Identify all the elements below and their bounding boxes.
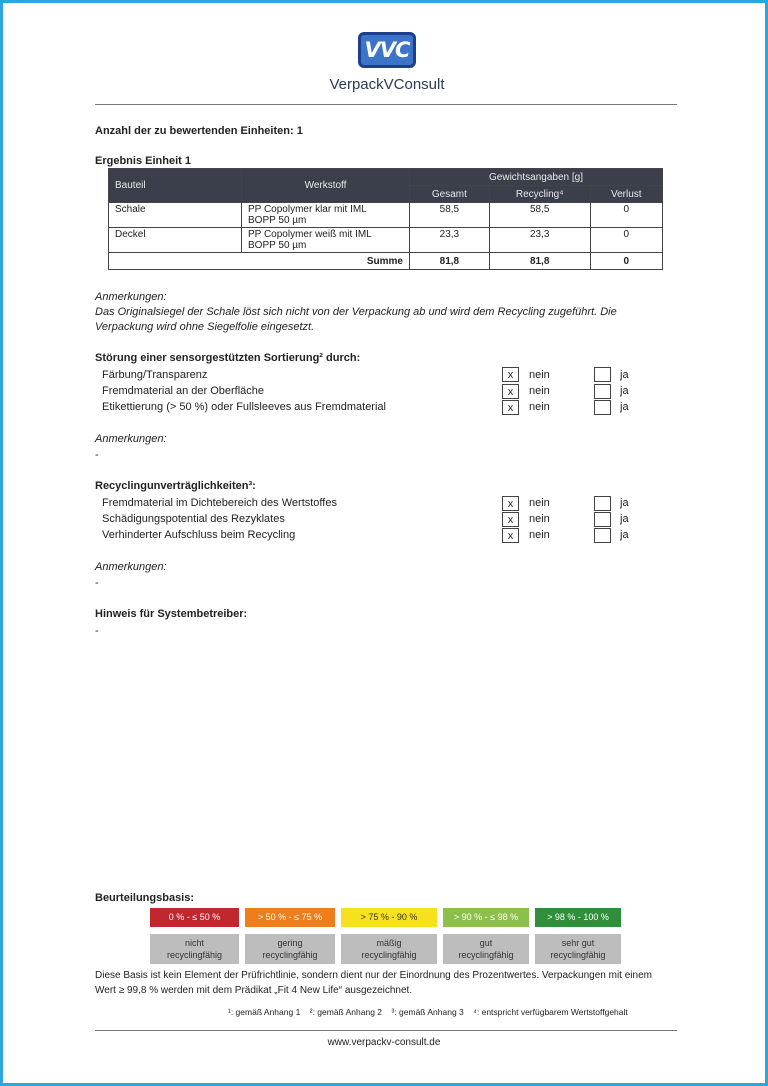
cell-gesamt: 58,5: [410, 203, 490, 228]
ja-checkbox[interactable]: [594, 528, 611, 543]
rating-label: [341, 934, 437, 964]
cell-bauteil: Deckel: [109, 228, 242, 253]
sum-verlust: 0: [590, 253, 662, 270]
remarks-text: Verpackung wird ohne Siegelfolie eingesetzt.: [95, 321, 315, 333]
ja-checkbox[interactable]: [594, 512, 611, 527]
rating-line: recyclingfähig: [550, 950, 606, 960]
col-gesamt: Gesamt: [410, 186, 490, 203]
nein-checkbox[interactable]: x: [502, 528, 519, 543]
nein-checkbox[interactable]: x: [502, 367, 519, 382]
rating-line: recyclingfähig: [262, 950, 318, 960]
basis-note: Wert ≥ 99,8 % werden mit dem Prädikat „Fit 4 New Life“ ausgezeichnet.: [95, 985, 413, 996]
remarks-text: Das Originalsiegel der Schale löst sich nicht von der Verpackung ab und wird dem Recycling zugeführt. Die: [95, 306, 617, 318]
remarks-text: -: [95, 449, 99, 461]
ja-label: ja: [620, 497, 629, 509]
incompat-title: Recyclingunverträglichkeiten³:: [95, 480, 256, 492]
remarks-title: Anmerkungen:: [95, 291, 167, 303]
nein-checkbox[interactable]: x: [502, 384, 519, 399]
rating-line: gut: [479, 938, 493, 948]
table-row: [109, 228, 663, 253]
ja-label: ja: [620, 369, 629, 381]
incompat-item-label: Schädigungspotential des Rezyklates: [102, 513, 285, 525]
nein-label: nein: [529, 513, 550, 525]
cell-recycling: 58,5: [489, 203, 590, 228]
result-table: [108, 168, 663, 270]
units-count: Anzahl der zu bewertenden Einheiten: 1: [95, 125, 303, 137]
brand-name: VerpackVConsult: [329, 76, 445, 93]
nein-checkbox[interactable]: x: [502, 496, 519, 511]
nein-checkbox[interactable]: x: [502, 512, 519, 527]
hint-title: Hinweis für Systembetreiber:: [95, 608, 248, 620]
incompat-item-label: Verhinderter Aufschluss beim Recycling: [102, 529, 296, 541]
sum-row: [109, 253, 663, 270]
nein-checkbox[interactable]: x: [502, 400, 519, 415]
basis-title: Beurteilungsbasis:: [95, 892, 195, 904]
rating-line: gering: [277, 938, 303, 948]
basis-note: Diese Basis ist kein Element der Prüfrichtlinie, sondern dient nur der Einordnung des Prozentwertes. Verpackungen mit einem: [95, 970, 652, 981]
werkstoff-line: PP Copolymer klar mit IML: [248, 204, 367, 215]
ja-checkbox[interactable]: [594, 367, 611, 382]
rating-line: nicht: [184, 938, 204, 948]
ja-label: ja: [620, 529, 629, 541]
scale-band-5: > 98 % - 100 %: [535, 908, 621, 927]
sorting-title: Störung einer sensorgestützten Sortierung² durch:: [95, 352, 361, 364]
sorting-item-label: Fremdmaterial an der Oberfläche: [102, 385, 265, 397]
sum-recycling: 81,8: [489, 253, 590, 270]
rating-line: sehr gut: [561, 938, 595, 948]
remarks-text: -: [95, 577, 99, 589]
company-logo: [358, 32, 416, 68]
remarks-title: Anmerkungen:: [95, 433, 167, 445]
ja-label: ja: [620, 513, 629, 525]
ja-label: ja: [620, 401, 629, 413]
footer-url[interactable]: www.verpackv-consult.de: [327, 1037, 441, 1048]
col-bauteil: Bauteil: [109, 169, 242, 203]
rating-line: recyclingfähig: [361, 950, 417, 960]
rating-line: recyclingfähig: [458, 950, 514, 960]
cell-werkstoff: [242, 228, 410, 253]
sum-gesamt: 81,8: [410, 253, 490, 270]
ja-checkbox[interactable]: [594, 496, 611, 511]
rating-line: mäßig: [376, 938, 402, 948]
werkstoff-line: PP Copolymer weiß mit IML: [248, 229, 372, 240]
header-divider: [95, 104, 677, 105]
cell-werkstoff: [242, 203, 410, 228]
hint-text: -: [95, 625, 99, 637]
nein-label: nein: [529, 385, 550, 397]
logo-text: VVC: [364, 38, 410, 62]
rating-label: [150, 934, 239, 964]
scale-band-1: 0 % - ≤ 50 %: [150, 908, 239, 927]
scale-band-3: > 75 % - 90 %: [341, 908, 437, 927]
rating-label: [245, 934, 335, 964]
ja-checkbox[interactable]: [594, 384, 611, 399]
scale-band-4: > 90 % - ≤ 98 %: [443, 908, 529, 927]
rating-label: [535, 934, 621, 964]
remarks-title: Anmerkungen:: [95, 561, 167, 573]
sorting-item-label: Färbung/Transparenz: [102, 369, 208, 381]
col-werkstoff: Werkstoff: [242, 169, 410, 203]
table-row: [109, 203, 663, 228]
rating-label: [443, 934, 529, 964]
col-verlust: Verlust: [590, 186, 662, 203]
sum-label: Summe: [109, 253, 410, 270]
nein-label: nein: [529, 529, 550, 541]
footnotes: ¹: gemäß Anhang 1 ²: gemäß Anhang 2 ³: gemäß Anhang 3 ⁴: entspricht verfügbarem Wertstoffgehalt: [228, 1007, 628, 1017]
cell-gesamt: 23,3: [410, 228, 490, 253]
footer-divider: [95, 1030, 677, 1031]
ja-label: ja: [620, 385, 629, 397]
col-gewicht: Gewichtsangaben [g]: [410, 169, 663, 186]
col-recycling: Recycling⁴: [489, 186, 590, 203]
nein-label: nein: [529, 497, 550, 509]
nein-label: nein: [529, 401, 550, 413]
scale-band-2: > 50 % - ≤ 75 %: [245, 908, 335, 927]
cell-verlust: 0: [590, 203, 662, 228]
nein-label: nein: [529, 369, 550, 381]
sorting-item-label: Etikettierung (> 50 %) oder Fullsleeves aus Fremdmaterial: [102, 401, 386, 413]
result-title: Ergebnis Einheit 1: [95, 155, 191, 167]
rating-line: recyclingfähig: [166, 950, 223, 960]
cell-verlust: 0: [590, 228, 662, 253]
werkstoff-line: BOPP 50 µm: [248, 240, 307, 251]
ja-checkbox[interactable]: [594, 400, 611, 415]
incompat-item-label: Fremdmaterial im Dichtebereich des Wertstoffes: [102, 497, 337, 509]
cell-recycling: 23,3: [489, 228, 590, 253]
werkstoff-line: BOPP 50 µm: [248, 215, 307, 226]
cell-bauteil: Schale: [109, 203, 242, 228]
